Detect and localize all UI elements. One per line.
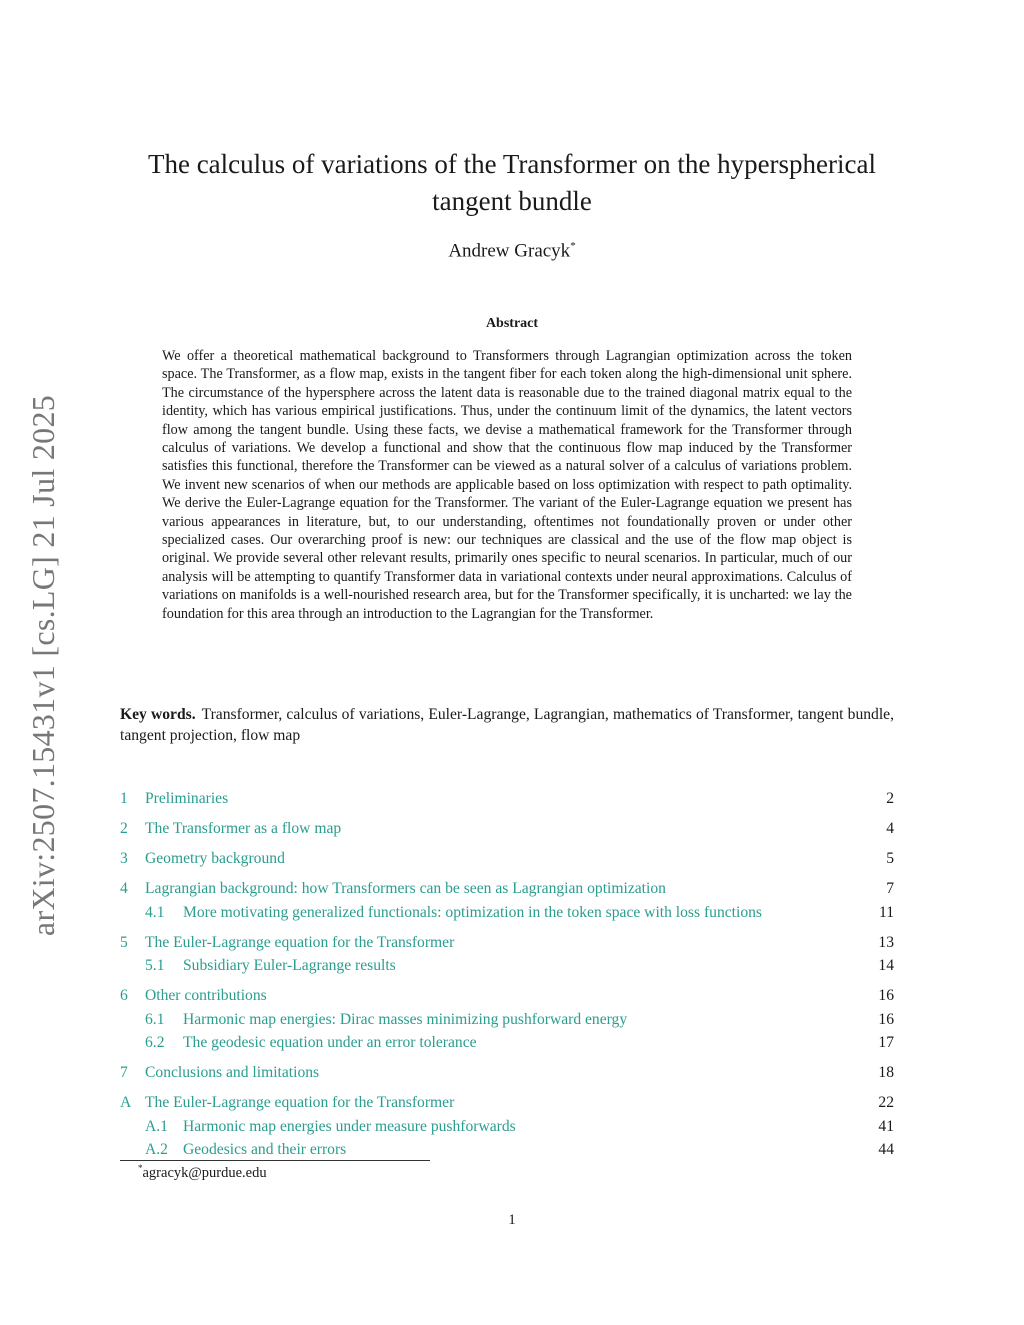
- toc-page: 11: [878, 903, 894, 921]
- toc-number[interactable]: A: [120, 1094, 132, 1111]
- toc-link[interactable]: The Euler-Lagrange equation for the Transformer: [145, 933, 455, 951]
- abstract-heading: Abstract: [485, 316, 539, 331]
- paper-title: The calculus of variations of the Transformer on the hyperspherical tangent bundle: [147, 149, 877, 216]
- toc-page: 16: [878, 1010, 894, 1028]
- toc-number[interactable]: 6.1: [145, 1010, 165, 1028]
- toc-page: 44: [878, 1141, 894, 1158]
- toc-link[interactable]: Preliminaries: [145, 790, 229, 807]
- keywords: [120, 704, 894, 746]
- toc-row[interactable]: [120, 817, 894, 841]
- toc-link[interactable]: Geodesics and their errors: [183, 1141, 347, 1158]
- toc-page: 16: [878, 987, 894, 1004]
- keywords-text: Transformer, calculus of variations, Euler-Lagrange, Lagrangian, mathematics of Transformer, tangent bundle, tangent projection, flow map: [120, 706, 894, 744]
- footnote-mark: *: [138, 1163, 143, 1173]
- toc-link[interactable]: Subsidiary Euler-Lagrange results: [183, 957, 396, 974]
- toc-row[interactable]: [120, 954, 894, 978]
- toc-number[interactable]: A.2: [145, 1141, 168, 1158]
- toc-row[interactable]: [120, 984, 894, 1008]
- toc-page: 13: [878, 933, 894, 951]
- toc-row[interactable]: [120, 1008, 894, 1032]
- toc-row[interactable]: [120, 1031, 894, 1055]
- toc-link[interactable]: Geometry background: [145, 850, 285, 867]
- toc-number[interactable]: 4: [120, 880, 128, 897]
- toc-number[interactable]: 5.1: [145, 957, 165, 974]
- toc-row[interactable]: [120, 847, 894, 871]
- abstract-text: We offer a theoretical mathematical background to Transformers through Lagrangian optimization across the token space. The Transformer, as a flow map, exists in the tangent fiber for each token along the high-dimensional unit sphere. The circumstance of the hypersphere across the latent data is reasonable due to the trained diagonal matrix equal to the identity, which has various empirical justifications. Thus, under the continuum limit of the dynamics, the latent vectors flow among the tangent bundle. Using these facts, we devise a mathematical framework for the Transformer through calculus of variations. We develop a functional and show that the continuous flow map induced by the Transformer satisfies this functional, therefore the Transformer can be viewed as a natural solver of a calculus of variations problem. We invent new scenarios of when our methods are applicable based on loss optimization with respect to path optimality. We derive the Euler-Lagrange equation for the Transformer. The variant of the Euler-Lagrange equation we present has various appearances in literature, but, to our understanding, oftentimes not foundationally proven or under other specialized cases. Our overarching proof is new: our techniques are classical and the use of the flow map object is original. We provide several other relevant results, primarily ones specific to neural scenarios. In particular, much of our analysis will be attempting to quantify Transformer data in variational contexts under neural approximations. Calculus of variations on manifolds is a well-nourished research area, but for the Transformer specifically, it is uncharted: we lay the foundation for this area through an introduction to the Lagrangian for the Transformer.: [162, 348, 852, 622]
- toc-page: 7: [886, 880, 894, 897]
- toc-row[interactable]: [120, 787, 894, 811]
- toc-row[interactable]: [120, 1115, 894, 1139]
- toc-number[interactable]: 2: [120, 820, 128, 837]
- footnote-rule: [120, 1160, 430, 1161]
- toc-page: 22: [878, 1094, 894, 1111]
- author-footnote-mark[interactable]: *: [570, 240, 576, 252]
- toc-link[interactable]: Lagrangian background: how Transformers can be seen as Lagrangian optimization: [145, 880, 666, 897]
- arxiv-stamp-text: arXiv:2507.15431v1 [cs.LG] 21 Jul 2025: [25, 394, 62, 936]
- footnote-email[interactable]: agracyk@purdue.edu: [142, 1164, 267, 1181]
- toc-row[interactable]: [120, 901, 894, 925]
- toc-page: 17: [878, 1034, 894, 1051]
- toc-number[interactable]: 7: [120, 1064, 128, 1081]
- toc-link[interactable]: The Transformer as a flow map: [145, 820, 342, 837]
- toc-link[interactable]: The geodesic equation under an error tolerance: [183, 1034, 477, 1051]
- toc-link[interactable]: Other contributions: [145, 987, 267, 1004]
- toc-page: 14: [878, 957, 894, 974]
- toc-row[interactable]: [120, 1061, 894, 1085]
- toc-number[interactable]: 3: [120, 850, 128, 867]
- arxiv-stamp: [22, 380, 66, 950]
- toc-number[interactable]: 5: [120, 933, 128, 951]
- footnote: [138, 1163, 267, 1182]
- page-number: 1: [508, 1212, 516, 1228]
- toc-number[interactable]: 4.1: [145, 903, 165, 921]
- toc-page: 4: [886, 820, 894, 837]
- toc-row[interactable]: [120, 1091, 894, 1115]
- toc-number[interactable]: 6: [120, 987, 128, 1004]
- toc-page: 2: [886, 790, 894, 807]
- table-of-contents: [120, 787, 894, 1162]
- toc-number[interactable]: 6.2: [145, 1034, 165, 1051]
- author-name: Andrew Gracyk: [448, 240, 571, 262]
- toc-link[interactable]: Harmonic map energies: Dirac masses minimizing pushforward energy: [183, 1010, 628, 1028]
- toc-page: 5: [886, 850, 894, 867]
- toc-link[interactable]: Conclusions and limitations: [145, 1064, 320, 1081]
- toc-row[interactable]: [120, 931, 894, 955]
- toc-page: 41: [878, 1117, 894, 1135]
- toc-link[interactable]: More motivating generalized functionals: optimization in the token space with loss functions: [183, 903, 763, 921]
- toc-link[interactable]: Harmonic map energies under measure pushforwards: [183, 1117, 516, 1135]
- toc-row[interactable]: [120, 877, 894, 901]
- keywords-label: Key words.: [120, 706, 196, 723]
- author-line: [110, 240, 914, 262]
- toc-link[interactable]: The Euler-Lagrange equation for the Transformer: [145, 1094, 455, 1111]
- toc-page: 18: [878, 1064, 894, 1081]
- toc-row[interactable]: [120, 1138, 894, 1162]
- toc-number[interactable]: A.1: [145, 1117, 168, 1135]
- toc-number[interactable]: 1: [120, 790, 128, 807]
